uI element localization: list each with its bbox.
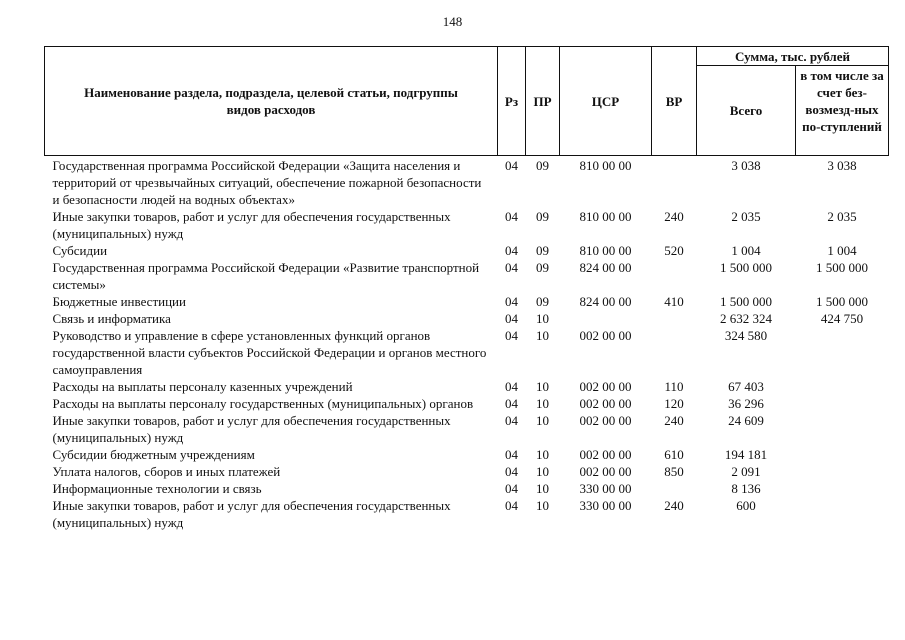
row-name: Бюджетные инвестиции: [52, 294, 186, 309]
row-total: 1 500 000: [720, 260, 772, 275]
row-total: 8 136: [731, 481, 761, 496]
row-free: 1 500 000: [816, 260, 868, 275]
row-pr: 09: [536, 294, 549, 309]
row-csr: 824 00 00: [579, 260, 632, 275]
table-body: [45, 156, 889, 532]
row-free: 424 750: [820, 311, 864, 326]
row-pr: 10: [536, 379, 549, 394]
row-vr: 110: [664, 379, 684, 394]
row-vr: 850: [664, 464, 684, 479]
row-pr: 09: [536, 209, 549, 224]
row-free: [796, 378, 889, 395]
row-free: [796, 497, 889, 531]
header-name: Наименование раздела, подраздела, целевой статьи, подгруппы видов расходов: [45, 47, 498, 156]
row-total: 324 580: [724, 328, 768, 343]
row-total: 600: [736, 498, 756, 513]
row-csr: 002 00 00: [579, 396, 632, 411]
row-pr: 10: [536, 413, 549, 428]
row-name: Иные закупки товаров, работ и услуг для обеспечения государственных (муниципальных) нужд: [52, 209, 451, 241]
row-pr: 10: [536, 481, 549, 496]
table-row: [45, 497, 889, 531]
table-row: [45, 463, 889, 480]
row-free: 2 035: [827, 209, 857, 224]
row-vr: 410: [664, 294, 684, 309]
row-rz: 04: [505, 328, 518, 343]
row-pr: 09: [536, 243, 549, 258]
page-number: 148: [442, 14, 463, 29]
header-sum: Сумма, тыс. рублей: [697, 47, 889, 66]
row-total: 2 632 324: [720, 311, 772, 326]
row-rz: 04: [505, 413, 518, 428]
row-total: 1 500 000: [720, 294, 772, 309]
table-row: [45, 259, 889, 293]
row-pr: 10: [536, 311, 549, 326]
row-csr: 824 00 00: [579, 294, 632, 309]
table-row: [45, 156, 889, 209]
table-row: [45, 480, 889, 497]
row-free: [796, 412, 889, 446]
row-rz: 04: [505, 379, 518, 394]
row-total: 1 004: [731, 243, 761, 258]
row-free: 1 004: [827, 243, 857, 258]
row-csr: 810 00 00: [579, 158, 632, 173]
row-pr: 10: [536, 396, 549, 411]
row-name: Субсидии: [52, 243, 108, 258]
row-name: Субсидии бюджетным учреждениям: [52, 447, 255, 462]
row-vr: [652, 259, 697, 293]
row-total: 2 035: [731, 209, 761, 224]
header-vr: ВР: [652, 47, 697, 156]
row-vr: [652, 327, 697, 378]
row-pr: 10: [536, 447, 549, 462]
table-row: [45, 293, 889, 310]
row-name: Уплата налогов, сборов и иных платежей: [52, 464, 281, 479]
row-csr: 002 00 00: [579, 413, 632, 428]
row-free: [796, 446, 889, 463]
row-vr: 240: [664, 209, 684, 224]
row-vr: 240: [664, 498, 684, 513]
row-total: 2 091: [731, 464, 761, 479]
row-rz: 04: [505, 464, 518, 479]
row-csr: 002 00 00: [579, 464, 632, 479]
row-rz: 04: [505, 260, 518, 275]
table-row: [45, 378, 889, 395]
row-vr: 120: [664, 396, 684, 411]
row-vr: [652, 480, 697, 497]
header-rz: Рз: [498, 47, 526, 156]
row-vr: 610: [664, 447, 684, 462]
row-free: [796, 480, 889, 497]
table-header: [45, 47, 889, 156]
table-row: [45, 446, 889, 463]
row-total: 3 038: [731, 158, 761, 173]
row-name: Связь и информатика: [52, 311, 171, 326]
row-csr: 330 00 00: [579, 498, 632, 513]
row-csr: [560, 310, 652, 327]
row-csr: 330 00 00: [579, 481, 632, 496]
row-rz: 04: [505, 311, 518, 326]
row-total: 194 181: [724, 447, 768, 462]
row-pr: 09: [536, 158, 549, 173]
row-vr: 520: [664, 243, 684, 258]
row-vr: 240: [664, 413, 684, 428]
row-pr: 09: [536, 260, 549, 275]
row-name: Информационные технологии и связь: [52, 481, 262, 496]
row-free: 1 500 000: [816, 294, 868, 309]
header-free: в том числе за счет без-возмезд-ных по-ступлений: [796, 66, 889, 156]
row-name: Иные закупки товаров, работ и услуг для обеспечения государственных (муниципальных) нужд: [52, 498, 451, 530]
row-name: Руководство и управление в сфере установленных функций органов государственной власти субъектов Российской Федерации и органов местного самоуправления: [52, 328, 487, 377]
row-vr: [652, 156, 697, 209]
row-rz: 04: [505, 158, 518, 173]
row-rz: 04: [505, 209, 518, 224]
row-csr: 810 00 00: [579, 243, 632, 258]
table-row: [45, 412, 889, 446]
row-name: Государственная программа Российской Федерации «Защита населения и территорий от чрезвычайных ситуаций, обеспечение пожарной безопасности и безопасности людей на водных объектах»: [52, 158, 482, 207]
row-total: 36 296: [728, 396, 764, 411]
row-csr: 002 00 00: [579, 447, 632, 462]
table-row: [45, 327, 889, 378]
row-rz: 04: [505, 396, 518, 411]
table-row: [45, 395, 889, 412]
row-free: 3 038: [827, 158, 857, 173]
header-total: Всего: [697, 66, 796, 156]
row-rz: 04: [505, 447, 518, 462]
row-rz: 04: [505, 243, 518, 258]
row-free: [796, 463, 889, 480]
table-row: [45, 242, 889, 259]
table-row: [45, 310, 889, 327]
row-name: Иные закупки товаров, работ и услуг для обеспечения государственных (муниципальных) нужд: [52, 413, 451, 445]
row-free: [796, 327, 889, 378]
row-pr: 10: [536, 498, 549, 513]
row-pr: 10: [536, 464, 549, 479]
budget-table: [44, 46, 889, 531]
row-rz: 04: [505, 498, 518, 513]
row-vr: [652, 310, 697, 327]
row-total: 24 609: [728, 413, 764, 428]
row-name: Расходы на выплаты персоналу государственных (муниципальных) органов: [52, 396, 474, 411]
table-row: [45, 208, 889, 242]
row-rz: 04: [505, 481, 518, 496]
row-pr: 10: [536, 328, 549, 343]
row-csr: 002 00 00: [579, 379, 632, 394]
row-total: 67 403: [728, 379, 764, 394]
row-free: [796, 395, 889, 412]
row-rz: 04: [505, 294, 518, 309]
row-name: Расходы на выплаты персоналу казенных учреждений: [52, 379, 353, 394]
header-pr: ПР: [526, 47, 560, 156]
row-csr: 002 00 00: [579, 328, 632, 343]
row-name: Государственная программа Российской Федерации «Развитие транспортной системы»: [52, 260, 480, 292]
header-csr: ЦСР: [560, 47, 652, 156]
row-csr: 810 00 00: [579, 209, 632, 224]
